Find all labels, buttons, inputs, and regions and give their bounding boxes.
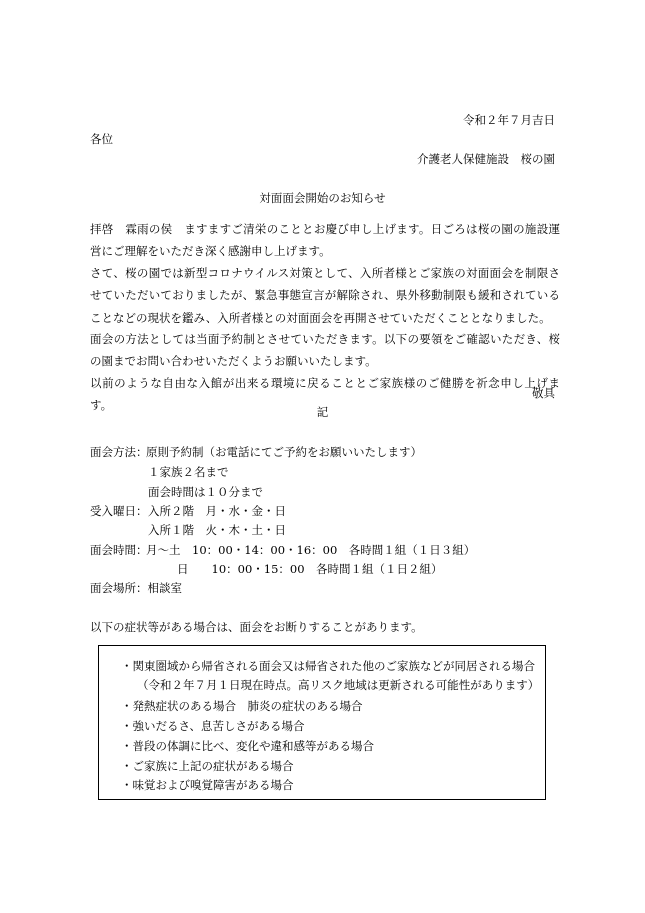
method-label: 面会方法： [90,445,148,459]
closing-keigu: 敬具 [532,386,555,400]
body-paragraph-wishes: 以前のような自由な入館が出来る環境に戻ることとご家族様のご健勝を祈念申し上げます。 [90,376,560,413]
method-line: 面会時間は１０分まで [148,485,263,499]
condition-item: ・普段の体調に比べ、変化や違和感等がある場合 [121,739,374,753]
days-label: 受入曜日： [90,504,148,518]
notice-text: 以下の症状等がある場合は、面会をお断りすることがあります。 [90,620,423,634]
condition-item: ・強いだるさ、息苦しさがある場合 [121,719,305,733]
method-line: 原則予約制（お電話にてご予約をお願いいたします） [146,445,422,459]
condition-item: ・発熱症状のある場合 肺炎の症状のある場合 [121,699,363,713]
document-title: 対面面会開始のお知らせ [259,191,386,205]
place-line: 面会場所：相談室 [90,581,182,595]
conditions-box [98,645,546,800]
addressee: 各位 [90,132,113,146]
time-line: 日 10：00・15：00 各時間１組（１日２組） [177,562,443,576]
sender-name: 介護老人保健施設 桜の園 [417,152,555,166]
condition-item: ・味覚および嗅覚障害がある場合 [121,778,294,792]
body-paragraph-situation: さて、桜の園では新型コロナウイルス対策として、入所者様とご家族の対面面会を制限させていただいておりましたが、緊急事態宣言が解除され、県外移動制限も緩和されていることなどの現状を鑑み、入所者様との対面面会を再開させていただくこととなりました。 [90,266,560,325]
days-line: 入所１階 火・木・土・日 [148,523,286,537]
ki-heading: 記 [316,405,329,419]
body-paragraph-greeting: 拝啓 霖雨の侯 ますますご清栄のこととお慶び申し上げます。日ごろは桜の園の施設運営にご理解をいただき深く感謝申し上げます。 [90,222,560,259]
condition-item: ・関東圏域から帰省される面会又は帰省された他のご家族などが同居される場合 [121,659,535,673]
body-paragraph-method: 面会の方法としては当面予約制とさせていただきます。以下の要領をご確認いただき、桜の園までお問い合わせいただくようお願いいたします。 [90,332,560,369]
time-label: 面会時間： [90,543,148,557]
time-line: 月～土 10：00・14：00・16：00 各時間１組（１日３組） [146,543,476,557]
condition-item: ・ご家族に上記の症状がある場合 [121,759,294,773]
document-date: 令和２年７月吉日 [463,113,555,127]
days-line: 入所２階 月・水・金・日 [148,504,286,518]
method-line: １家族２名まで [148,465,229,479]
condition-note: （令和２年７月１日現在時点。高リスク地域は更新される可能性があります） [137,678,540,692]
